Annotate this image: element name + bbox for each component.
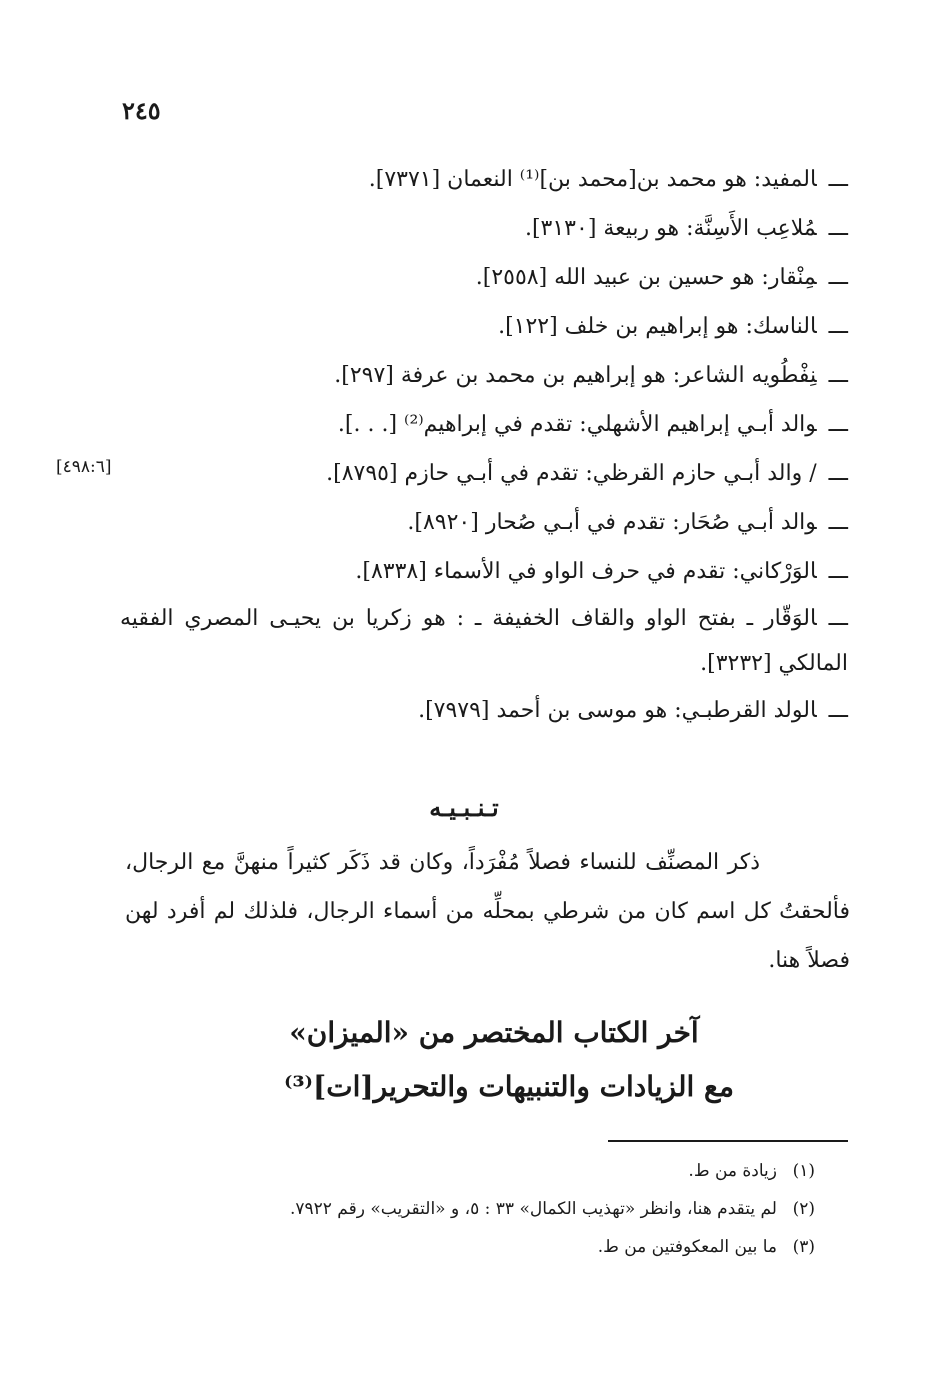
entry-text: المفيد: هو محمد بن[محمد بن]⁽¹⁾ النعمان [٧٣٧١]. bbox=[368, 167, 817, 192]
footnote bbox=[120, 1152, 815, 1190]
list-item bbox=[120, 449, 848, 498]
closing-title-line1: آخر الكتاب المختصر من «الميزان» bbox=[289, 1016, 699, 1049]
list-item bbox=[120, 253, 848, 302]
footnote-text: ما بين المعكوفتين من ط. bbox=[597, 1237, 777, 1257]
entry-text: مِنْقار: هو حسين بن عبيد الله [٢٥٥٨]. bbox=[475, 265, 817, 290]
margin-reference: [٤٩٨:٦] bbox=[56, 457, 112, 477]
footnote-number: (٢) bbox=[792, 1199, 815, 1219]
list-item bbox=[120, 686, 848, 735]
entry-dash: ـــ bbox=[828, 363, 848, 388]
footnote-text: لم يتقدم هنا، وانظر «تهذيب الكمال» ٣٣ : ٥، و «التقريب» رقم ٧٩٢٢. bbox=[289, 1199, 777, 1219]
entry-text: نِفْطُويه الشاعر: هو إبراهيم بن محمد بن عرفة [٢٩٧]. bbox=[334, 363, 817, 388]
entry-text: والد أبـي إبراهيم الأشهلي: تقدم في إبراهيم⁽²⁾ [. . .]. bbox=[337, 412, 817, 437]
notice-paragraph: ذكر المصنِّف للنساء فصلاً مُفْرَداً، وكان قد ذَكَر كثيراً منهنَّ مع الرجال، فألحقتُ كل اسم كان من شرطي بمحلِّه من أسماء الرجال، فلذلك لم أفرد لهن فصلاً هنا. bbox=[125, 850, 850, 973]
footnote-divider bbox=[608, 1140, 848, 1142]
notice-heading: تـنـبـيـه bbox=[429, 793, 499, 822]
footnote-text: زيادة من ط. bbox=[688, 1161, 777, 1181]
entry-text: الوَقّار ـ بفتح الواو والقاف الخفيفة ـ : هو زكريا بن يحيـى المصري الفقيه المالكي [٣٢٣٢]. bbox=[120, 606, 848, 676]
entry-text: الوَرْكاني: تقدم في حرف الواو في الأسماء [٨٣٣٨]. bbox=[355, 559, 817, 584]
entry-dash: ـــ bbox=[828, 167, 848, 192]
entry-dash: ـــ bbox=[828, 698, 848, 723]
entry-text: الناسك: هو إبراهيم بن خلف [١٢٢]. bbox=[498, 314, 817, 339]
entry-text: / والد أبـي حازم القرظي: تقدم في أبـي حازم [٨٧٩٥]. bbox=[326, 461, 817, 486]
list-item bbox=[120, 302, 848, 351]
list-item bbox=[120, 204, 848, 253]
entry-dash: ـــ bbox=[828, 606, 848, 631]
entry-dash: ـــ bbox=[828, 265, 848, 290]
entry-dash: ـــ bbox=[828, 461, 848, 486]
entries-list bbox=[120, 155, 848, 735]
footnote-number: (٣) bbox=[792, 1237, 815, 1257]
footnote bbox=[120, 1190, 815, 1228]
page-number: ٢٤٥ bbox=[122, 96, 161, 125]
entry-text: مُلاعِب الأَسِنَّة: هو ربيعة [٣١٣٠]. bbox=[524, 216, 817, 241]
footnote bbox=[120, 1228, 815, 1266]
footnotes bbox=[120, 1152, 815, 1266]
entry-dash: ـــ bbox=[828, 412, 848, 437]
closing-title-line2: مع الزيادات والتنبيهات والتحرير[ات]⁽³⁾ bbox=[284, 1070, 734, 1103]
entry-text: الولد القرطبـي: هو موسى بن أحمد [٧٩٧٩]. bbox=[418, 698, 817, 723]
footnote-number: (١) bbox=[792, 1161, 815, 1181]
entry-dash: ـــ bbox=[828, 510, 848, 535]
list-item bbox=[120, 498, 848, 547]
list-item bbox=[120, 400, 848, 449]
list-item bbox=[120, 547, 848, 596]
entry-dash: ـــ bbox=[828, 216, 848, 241]
entry-dash: ـــ bbox=[828, 559, 848, 584]
list-item bbox=[120, 155, 848, 204]
list-item bbox=[120, 351, 848, 400]
entry-dash: ـــ bbox=[828, 314, 848, 339]
entry-text: والد أبـي صُحَار: تقدم في أبـي صُحار [٨٩٢٠]. bbox=[407, 510, 817, 535]
list-item bbox=[120, 596, 848, 686]
